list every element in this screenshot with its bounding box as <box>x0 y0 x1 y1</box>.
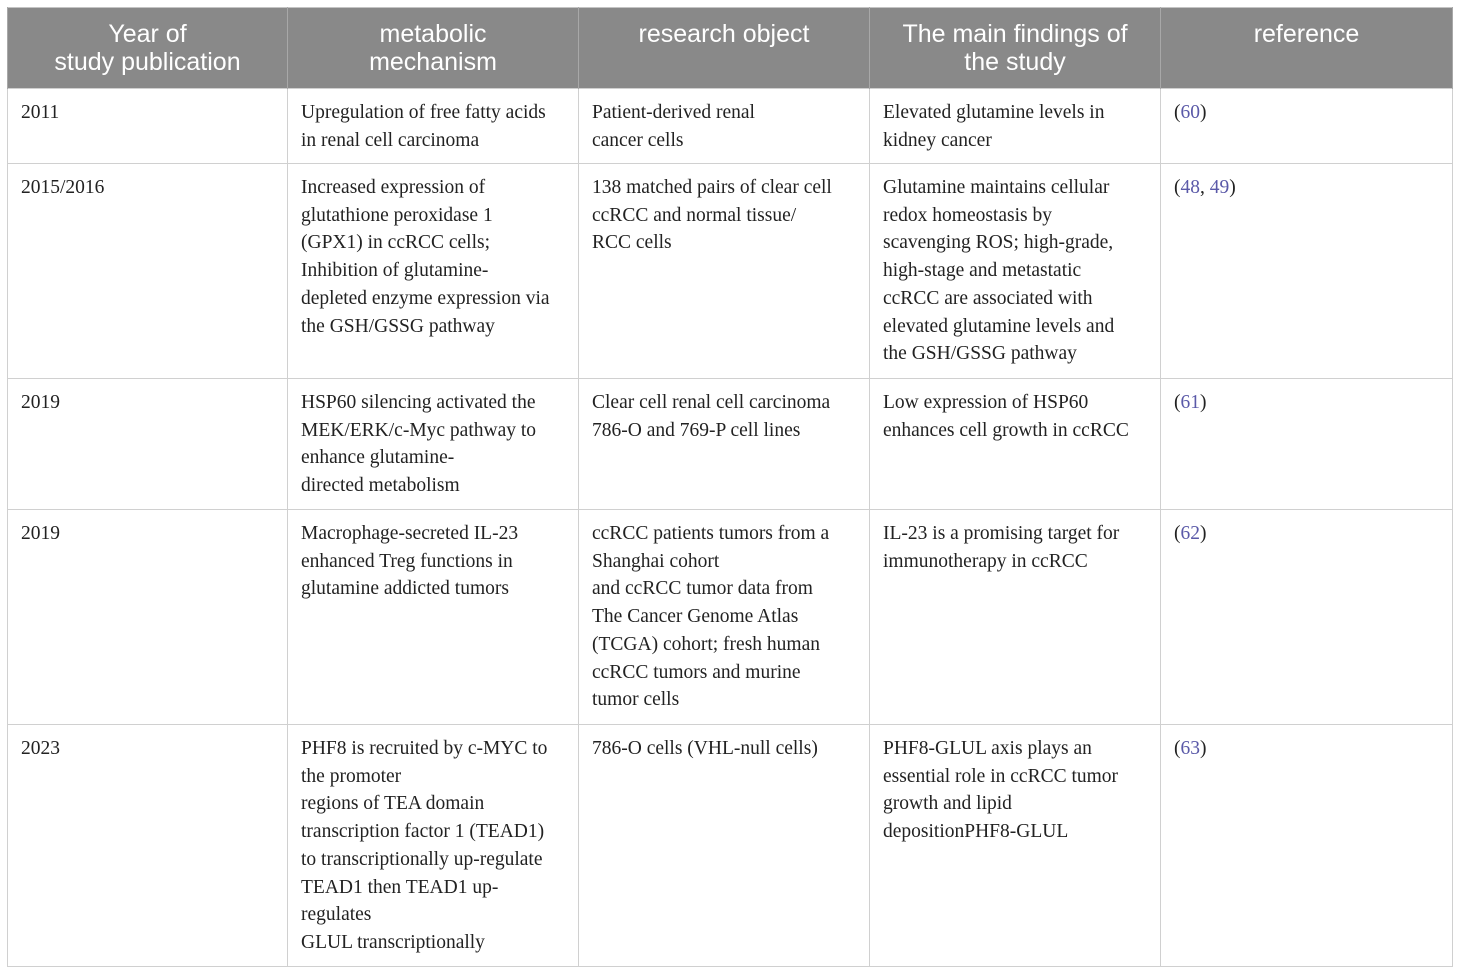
cell-mechanism: HSP60 silencing activated the MEK/ERK/c-Myc pathway to enhance glutamine- directed metabolism <box>288 379 579 510</box>
reference-link[interactable]: 60 <box>1180 102 1200 123</box>
table-row <box>8 379 1453 510</box>
ref-close-paren: ) <box>1200 523 1207 544</box>
ref-close-paren: ) <box>1229 177 1236 198</box>
header-year: Year of study publication <box>8 8 288 89</box>
table-body <box>8 89 1453 967</box>
cell-year: 2023 <box>8 725 288 967</box>
cell-findings: Elevated glutamine levels in kidney cancer <box>870 89 1161 164</box>
cell-reference <box>1161 510 1453 725</box>
cell-mechanism: Macrophage-secreted IL-23 enhanced Treg functions in glutamine addicted tumors <box>288 510 579 725</box>
header-findings: The main findings of the study <box>870 8 1161 89</box>
cell-mechanism: Increased expression of glutathione peroxidase 1 (GPX1) in ccRCC cells; Inhibition of glutamine- depleted enzyme expression via the GSH/GSSG pathway <box>288 164 579 379</box>
cell-year: 2019 <box>8 510 288 725</box>
cell-year: 2019 <box>8 379 288 510</box>
study-table <box>7 7 1453 967</box>
ref-open-paren: ( <box>1174 392 1181 413</box>
header-research-object: research object <box>579 8 870 89</box>
cell-research-object: Clear cell renal cell carcinoma 786-O and 769-P cell lines <box>579 379 870 510</box>
table-row <box>8 89 1453 164</box>
header-reference: reference <box>1161 8 1453 89</box>
cell-findings: Low expression of HSP60 enhances cell growth in ccRCC <box>870 379 1161 510</box>
cell-mechanism: PHF8 is recruited by c-MYC to the promoter regions of TEA domain transcription factor 1 (TEAD1) to transcriptionally up-regulate TEAD1 then TEAD1 up- regulates GLUL transcriptionally <box>288 725 579 967</box>
cell-findings: IL-23 is a promising target for immunotherapy in ccRCC <box>870 510 1161 725</box>
cell-research-object: 138 matched pairs of clear cell ccRCC and normal tissue/ RCC cells <box>579 164 870 379</box>
cell-mechanism: Upregulation of free fatty acids in renal cell carcinoma <box>288 89 579 164</box>
header-mechanism: metabolic mechanism <box>288 8 579 89</box>
ref-open-paren: ( <box>1174 523 1181 544</box>
ref-separator: , <box>1200 177 1210 198</box>
cell-findings: Glutamine maintains cellular redox homeostasis by scavenging ROS; high-grade, high-stage and metastatic ccRCC are associated with elevated glutamine levels and the GSH/GSSG pathway <box>870 164 1161 379</box>
ref-open-paren: ( <box>1174 738 1181 759</box>
cell-year: 2015/2016 <box>8 164 288 379</box>
ref-open-paren: ( <box>1174 177 1181 198</box>
cell-reference <box>1161 164 1453 379</box>
ref-close-paren: ) <box>1200 738 1207 759</box>
cell-reference <box>1161 379 1453 510</box>
cell-research-object: 786-O cells (VHL-null cells) <box>579 725 870 967</box>
cell-research-object: ccRCC patients tumors from a Shanghai cohort and ccRCC tumor data from The Cancer Genome Atlas (TCGA) cohort; fresh human ccRCC tumors and murine tumor cells <box>579 510 870 725</box>
table-container <box>7 7 1452 967</box>
table-row <box>8 164 1453 379</box>
table-row <box>8 510 1453 725</box>
reference-link[interactable]: 62 <box>1180 523 1200 544</box>
reference-link[interactable]: 48 <box>1180 177 1200 198</box>
ref-close-paren: ) <box>1200 102 1207 123</box>
ref-open-paren: ( <box>1174 102 1181 123</box>
reference-link[interactable]: 61 <box>1180 392 1200 413</box>
table-row <box>8 725 1453 967</box>
header-row <box>8 8 1453 89</box>
table-header <box>8 8 1453 89</box>
cell-reference <box>1161 725 1453 967</box>
cell-findings: PHF8-GLUL axis plays an essential role in ccRCC tumor growth and lipid depositionPHF8-GLUL <box>870 725 1161 967</box>
reference-link[interactable]: 63 <box>1180 738 1200 759</box>
reference-link[interactable]: 49 <box>1209 177 1230 198</box>
cell-reference <box>1161 89 1453 164</box>
cell-research-object: Patient-derived renal cancer cells <box>579 89 870 164</box>
cell-year: 2011 <box>8 89 288 164</box>
ref-close-paren: ) <box>1200 392 1207 413</box>
